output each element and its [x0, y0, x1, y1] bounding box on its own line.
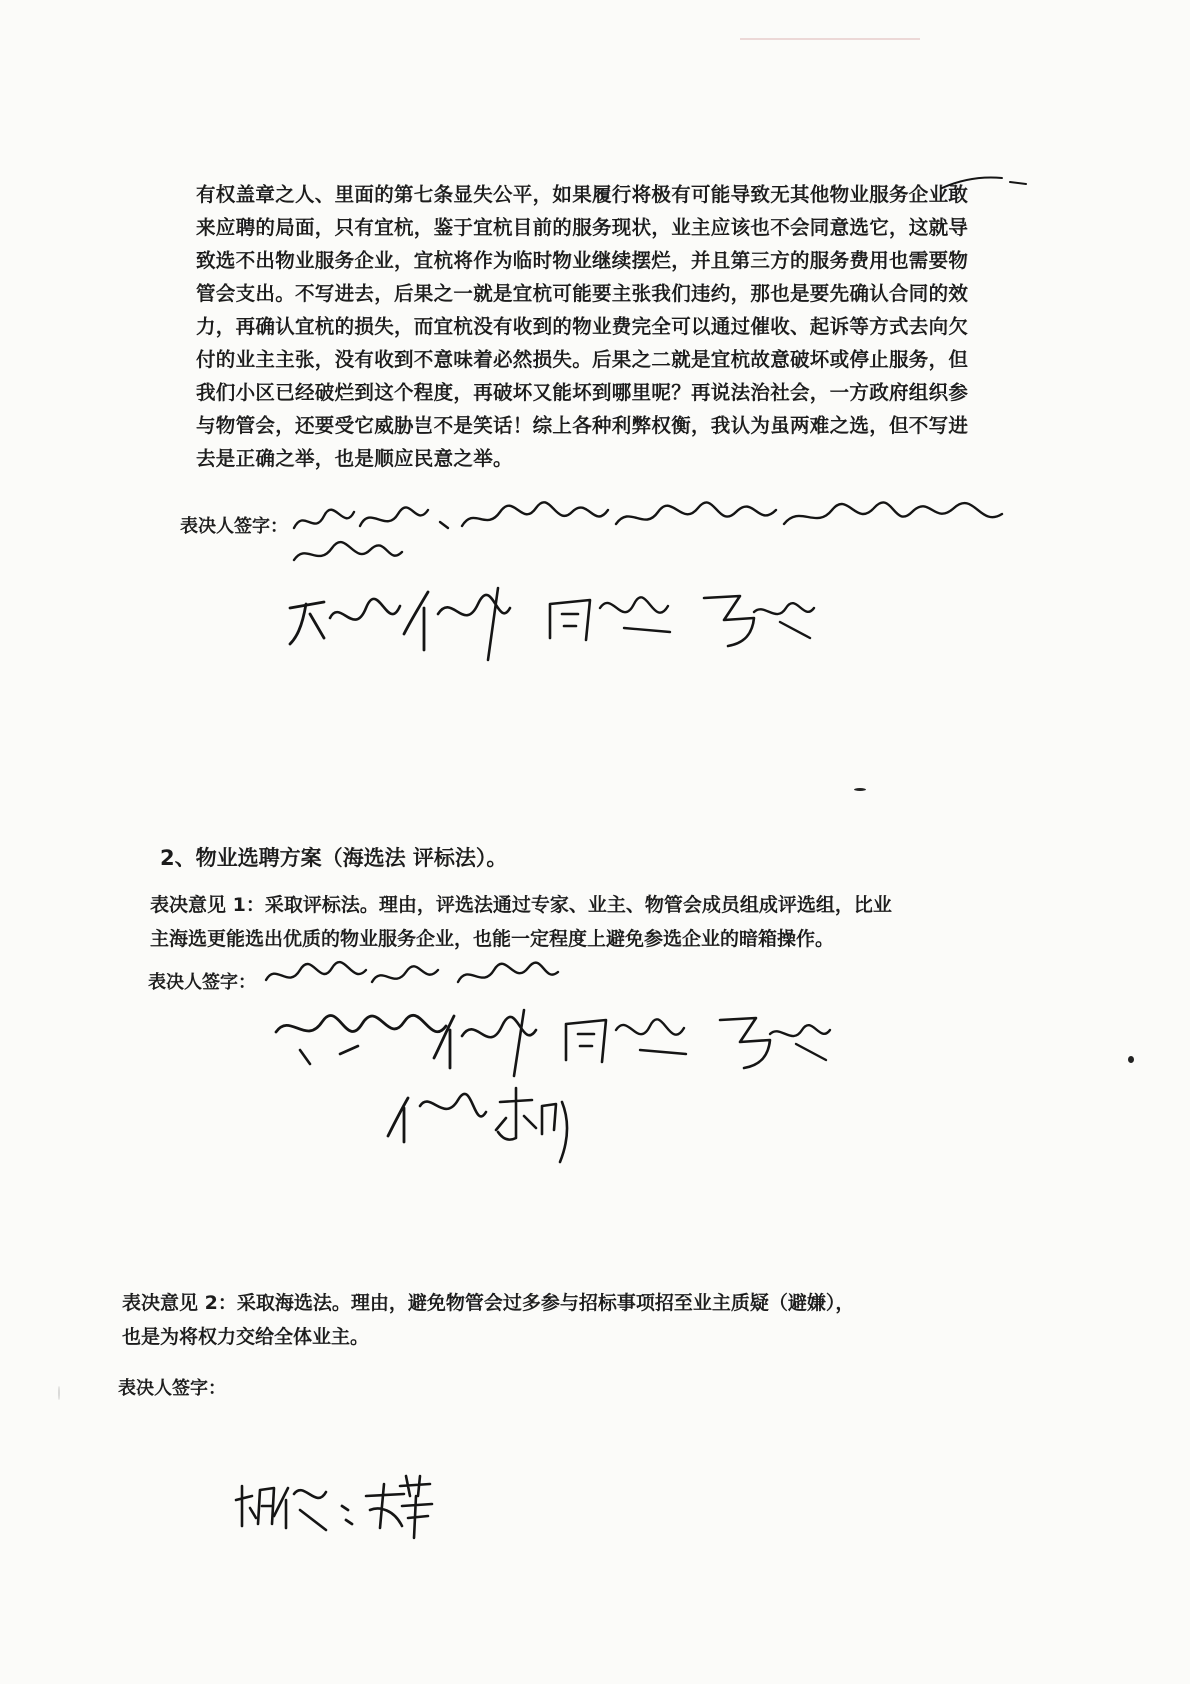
opinion-line: 也是为将权力交给全体业主。: [122, 1326, 370, 1348]
paragraph-line: 去是正确之举，也是顺应民意之举。: [196, 447, 513, 470]
scan-speck: [58, 1386, 60, 1400]
paragraph-line: 致选不出物业服务企业，宜杭将作为临时物业继续摆烂，并且第三方的服务费用也需要物: [196, 249, 969, 272]
paragraph-line: 有权盖章之人、里面的第七条显失公平，如果履行将极有可能导致无其他物业服务企业敢: [196, 183, 969, 206]
signature-label: 表决人签字：: [180, 516, 288, 537]
opinion-line: 表决意见 1：采取评标法。理由，评选法通过专家、业主、物管会成员组成评选组，比业: [150, 894, 892, 916]
section2-title: 2、物业选聘方案（海选法 评标法）。: [160, 846, 508, 870]
handwritten-signatures: [284, 578, 844, 668]
handwritten-comment-signature: [290, 498, 1020, 648]
opinion-1-signature-label: 表决人签字：: [148, 972, 256, 993]
opinion-1-handwritten-signatures: [270, 1002, 870, 1162]
scan-speck: [854, 788, 866, 791]
opinion-1-text: [150, 888, 892, 956]
opinion-1-handwritten-comment: [262, 956, 562, 996]
paragraph-line: 来应聘的局面，只有宜杭，鉴于宜杭目前的服务现状，业主应该也不会同意选它，这就导: [196, 216, 969, 239]
opinion-2-text: [122, 1286, 854, 1354]
scan-artifact-line: [740, 38, 920, 40]
paragraph-line: 与物管会，还要受它威胁岂不是笑话！综上各种利弊权衡，我认为虽两难之选，但不写进: [196, 414, 969, 437]
section1-paragraph: [196, 178, 1016, 475]
paragraph-line: 管会支出。不写进去，后果之一就是宜杭可能要主张我们违约，那也是要先确认合同的效: [196, 282, 969, 305]
paragraph-line: 力，再确认宜杭的损失，而宜杭没有收到的物业费完全可以通过催收、起诉等方式去向欠: [196, 315, 969, 338]
paragraph-line: 我们小区已经破烂到这个程度，再破坏又能坏到哪里呢？再说法治社会，一方政府组织参: [196, 381, 969, 404]
paragraph-line: 付的业主主张，没有收到不意味着必然损失。后果之二就是宜杭故意破坏或停止服务，但: [196, 348, 969, 371]
opinion-2-signature-label: 表决人签字：: [118, 1378, 226, 1399]
scan-speck: [1128, 1056, 1134, 1063]
opinion-line: 表决意见 2：采取海选法。理由，避免物管会过多参与招标事项招至业主质疑（避嫌），: [122, 1292, 855, 1314]
opinion-2-handwritten-signature: [234, 1466, 434, 1546]
opinion-line: 主海选更能选出优质的物业服务企业，也能一定程度上避免参选企业的暗箱操作。: [150, 928, 835, 950]
